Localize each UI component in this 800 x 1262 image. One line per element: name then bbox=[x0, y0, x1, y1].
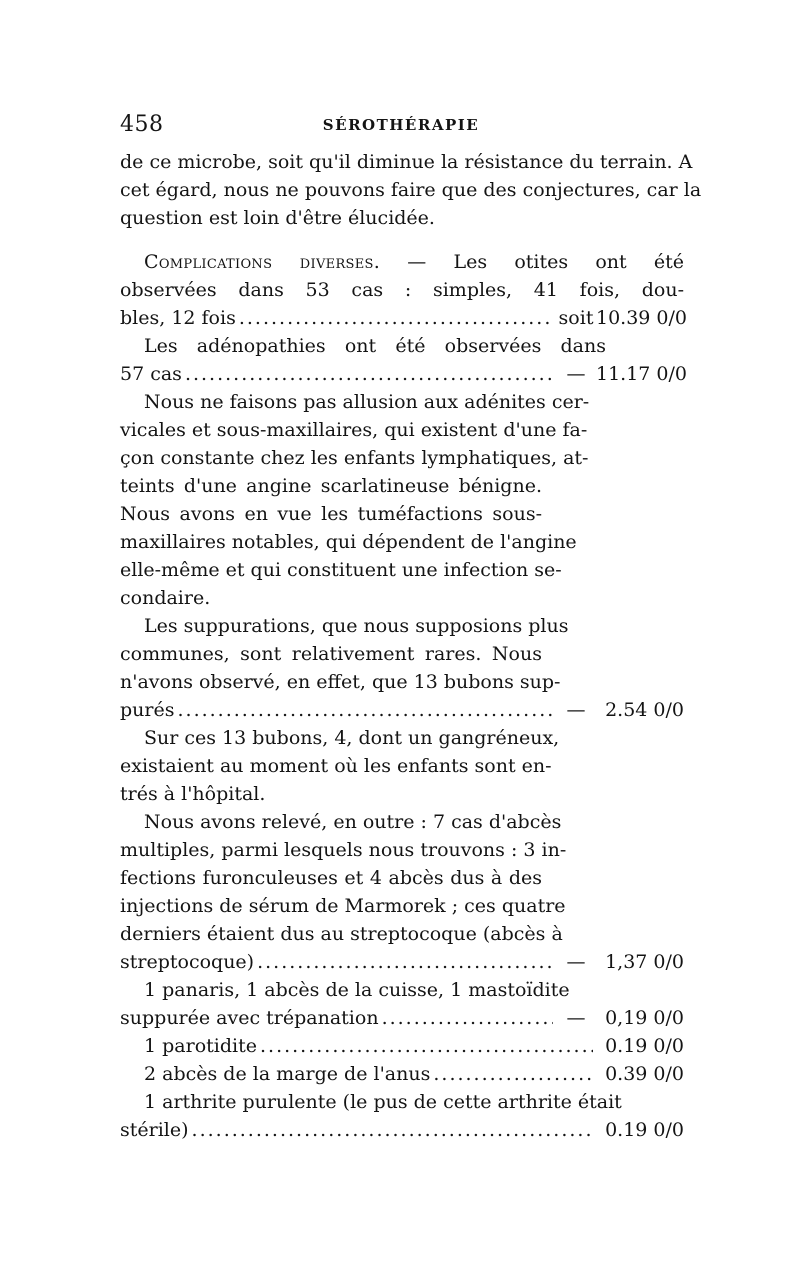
text-line: Nous avons relevé, en outre : 7 cas d'abcès bbox=[144, 811, 562, 833]
statistic-entry bbox=[120, 304, 688, 332]
text-line-wrap bbox=[120, 920, 684, 948]
statistic-entry bbox=[120, 696, 684, 724]
leader-dots bbox=[433, 1060, 593, 1088]
entry-value: 0.19 0/0 bbox=[605, 1119, 684, 1141]
entry-mark: soit bbox=[558, 307, 594, 329]
entry-label: stérile) bbox=[120, 1119, 189, 1141]
entry-label: suppurée avec trépanation bbox=[120, 1007, 379, 1029]
leader-dots bbox=[260, 1032, 593, 1060]
text-line-wrap bbox=[120, 976, 684, 1004]
text-line-wrap bbox=[120, 472, 684, 500]
text-line: Les suppurations, que nous supposions plus bbox=[144, 615, 569, 637]
leader-dots bbox=[185, 360, 553, 388]
entry-label: 57 cas bbox=[120, 363, 182, 385]
text-line-wrap bbox=[120, 864, 684, 892]
statistic-entry bbox=[120, 948, 684, 976]
entry-label: streptocoque) bbox=[120, 951, 255, 973]
text-line-wrap bbox=[120, 444, 684, 472]
text-line: 1 arthrite purulente (le pus de cette arthrite était bbox=[144, 1091, 622, 1113]
text-line: derniers étaient dus au streptocoque (abcès à bbox=[120, 923, 563, 945]
page-header bbox=[120, 112, 682, 142]
running-title: SÉROTHÉRAPIE bbox=[322, 116, 480, 134]
entry-label: bles, 12 fois bbox=[120, 307, 236, 329]
text-line: Les adénopathies ont été observées dans bbox=[144, 335, 606, 357]
text-line: question est loin d'être élucidée. bbox=[120, 207, 435, 229]
page-number: 458 bbox=[120, 112, 164, 137]
leader-dots bbox=[192, 1116, 593, 1144]
statistic-entry bbox=[120, 1032, 684, 1060]
text-line: condaire. bbox=[120, 587, 211, 609]
text-line-wrap bbox=[120, 892, 684, 920]
section-heading: Complications diverses. bbox=[144, 251, 381, 273]
entry-value: 11.17 0/0 bbox=[596, 363, 688, 385]
entry-mark: — bbox=[566, 951, 586, 973]
text-line: observées dans 53 cas : simples, 41 fois, dou- bbox=[120, 279, 684, 301]
text-line: Sur ces 13 bubons, 4, dont un gangréneux, bbox=[144, 727, 560, 749]
entry-mark: — bbox=[566, 363, 586, 385]
text-line-wrap bbox=[120, 640, 684, 668]
statistic-entry bbox=[120, 1116, 684, 1144]
text-line-wrap bbox=[120, 388, 684, 416]
text-line-wrap bbox=[120, 612, 684, 640]
text-line: maxillaires notables, qui dépendent de l'angine bbox=[120, 531, 577, 553]
text-line: teints d'une angine scarlatineuse bénigne. bbox=[120, 475, 542, 497]
leader-dots bbox=[239, 304, 553, 332]
text-line: communes, sont relativement rares. Nous bbox=[120, 643, 542, 665]
text-line-wrap bbox=[120, 556, 684, 584]
text-span: — Les otites ont été bbox=[380, 251, 684, 273]
text-line-wrap bbox=[120, 528, 684, 556]
text-line: de ce microbe, soit qu'il diminue la résistance du terrain. A bbox=[120, 151, 693, 173]
text-line: n'avons observé, en effet, que 13 bubons sup- bbox=[120, 671, 561, 693]
text-line-wrap bbox=[120, 668, 684, 696]
leader-dots bbox=[177, 696, 553, 724]
leader-dots bbox=[257, 948, 553, 976]
text-line: elle-même et qui constituent une infection se- bbox=[120, 559, 562, 581]
text-line: Nous ne faisons pas allusion aux adénites cer- bbox=[144, 391, 590, 413]
entry-label: 1 parotidite bbox=[144, 1035, 257, 1057]
section-heading-line bbox=[120, 248, 684, 276]
text-line-wrap bbox=[120, 724, 684, 752]
text-line-wrap bbox=[120, 808, 684, 836]
entry-value: 2.54 0/0 bbox=[605, 699, 684, 721]
text-line-wrap bbox=[120, 416, 684, 444]
text-line: cet égard, nous ne pouvons faire que des conjectures, car la bbox=[120, 179, 702, 201]
text-line-wrap bbox=[120, 752, 684, 780]
entry-mark: — bbox=[566, 699, 586, 721]
entry-mark: — bbox=[566, 1007, 586, 1029]
text-line: 1 panaris, 1 abcès de la cuisse, 1 mastoïdite bbox=[144, 979, 570, 1001]
text-line-wrap bbox=[120, 836, 684, 864]
entry-value: 0.39 0/0 bbox=[605, 1063, 684, 1085]
text-line: Nous avons en vue les tuméfactions sous- bbox=[120, 503, 542, 525]
statistic-entry bbox=[120, 1004, 684, 1032]
text-line: fections furonculeuses et 4 abcès dus à des bbox=[120, 867, 542, 889]
text-line-wrap bbox=[120, 500, 684, 528]
text-line: existaient au moment où les enfants sont en- bbox=[120, 755, 552, 777]
body-text bbox=[120, 148, 702, 1144]
text-line-wrap bbox=[120, 1088, 684, 1116]
leader-dots bbox=[382, 1004, 553, 1032]
entry-label: purés bbox=[120, 699, 175, 721]
text-line: multiples, parmi lesquels nous trouvons : 3 in- bbox=[120, 839, 567, 861]
text-line: vicales et sous-maxillaires, qui existent d'une fa- bbox=[120, 419, 588, 441]
entry-value: 0,19 0/0 bbox=[605, 1007, 684, 1029]
entry-value: 0.19 0/0 bbox=[605, 1035, 684, 1057]
text-line: injections de sérum de Marmorek ; ces quatre bbox=[120, 895, 566, 917]
text-line: trés à l'hôpital. bbox=[120, 783, 266, 805]
entry-value: 10.39 0/0 bbox=[596, 307, 688, 329]
text-line-wrap bbox=[120, 332, 684, 360]
entry-value: 1,37 0/0 bbox=[605, 951, 684, 973]
text-line: çon constante chez les enfants lymphatiques, at- bbox=[120, 447, 589, 469]
entry-label: 2 abcès de la marge de l'anus bbox=[144, 1063, 431, 1085]
statistic-entry bbox=[120, 1060, 684, 1088]
statistic-entry bbox=[120, 360, 688, 388]
